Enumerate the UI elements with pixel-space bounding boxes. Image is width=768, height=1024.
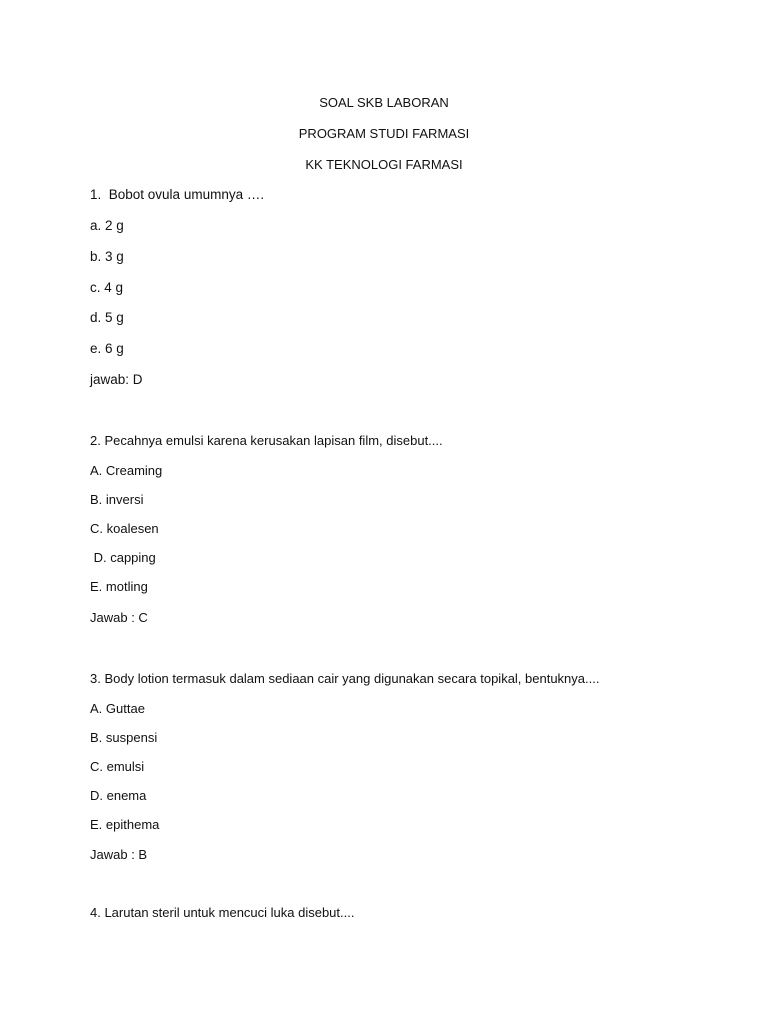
question-3-option-d: D. enema: [90, 788, 147, 803]
question-3-option-b: B. suspensi: [90, 730, 158, 745]
doc-program: PROGRAM STUDI FARMASI: [298, 126, 470, 141]
question-3-answer: Jawab : B: [90, 847, 148, 862]
question-3-text: 3. Body lotion termasuk dalam sediaan cair yang digunakan secara topikal, bentuknya....: [90, 671, 600, 686]
question-3-option-e: E. epithema: [90, 817, 160, 832]
question-2-option-e: E. motling: [90, 579, 148, 594]
doc-kk: KK TEKNOLOGI FARMASI: [305, 157, 463, 172]
question-1-option-e: e. 6 g: [90, 341, 124, 356]
question-2-option-a: A. Creaming: [90, 463, 163, 478]
question-3-option-a: A. Guttae: [90, 701, 145, 716]
question-2-option-c: C. koalesen: [90, 521, 159, 536]
doc-title: SOAL SKB LABORAN: [319, 95, 449, 110]
question-1-text: 1. Bobot ovula umumnya ….: [90, 187, 265, 202]
question-1-option-c: c. 4 g: [90, 280, 124, 295]
question-2-option-b: B. inversi: [90, 492, 144, 507]
question-1-option-a: a. 2 g: [90, 218, 124, 233]
question-1-option-d: d. 5 g: [90, 310, 124, 325]
question-2-option-d: D. capping: [90, 550, 156, 565]
question-3-option-c: C. emulsi: [90, 759, 145, 774]
question-2-text: 2. Pecahnya emulsi karena kerusakan lapisan film, disebut....: [90, 433, 443, 448]
question-1-option-b: b. 3 g: [90, 249, 124, 264]
question-2-answer: Jawab : C: [90, 610, 148, 625]
question-4-text: 4. Larutan steril untuk mencuci luka disebut....: [90, 905, 355, 920]
question-1-answer: jawab: D: [90, 372, 143, 387]
